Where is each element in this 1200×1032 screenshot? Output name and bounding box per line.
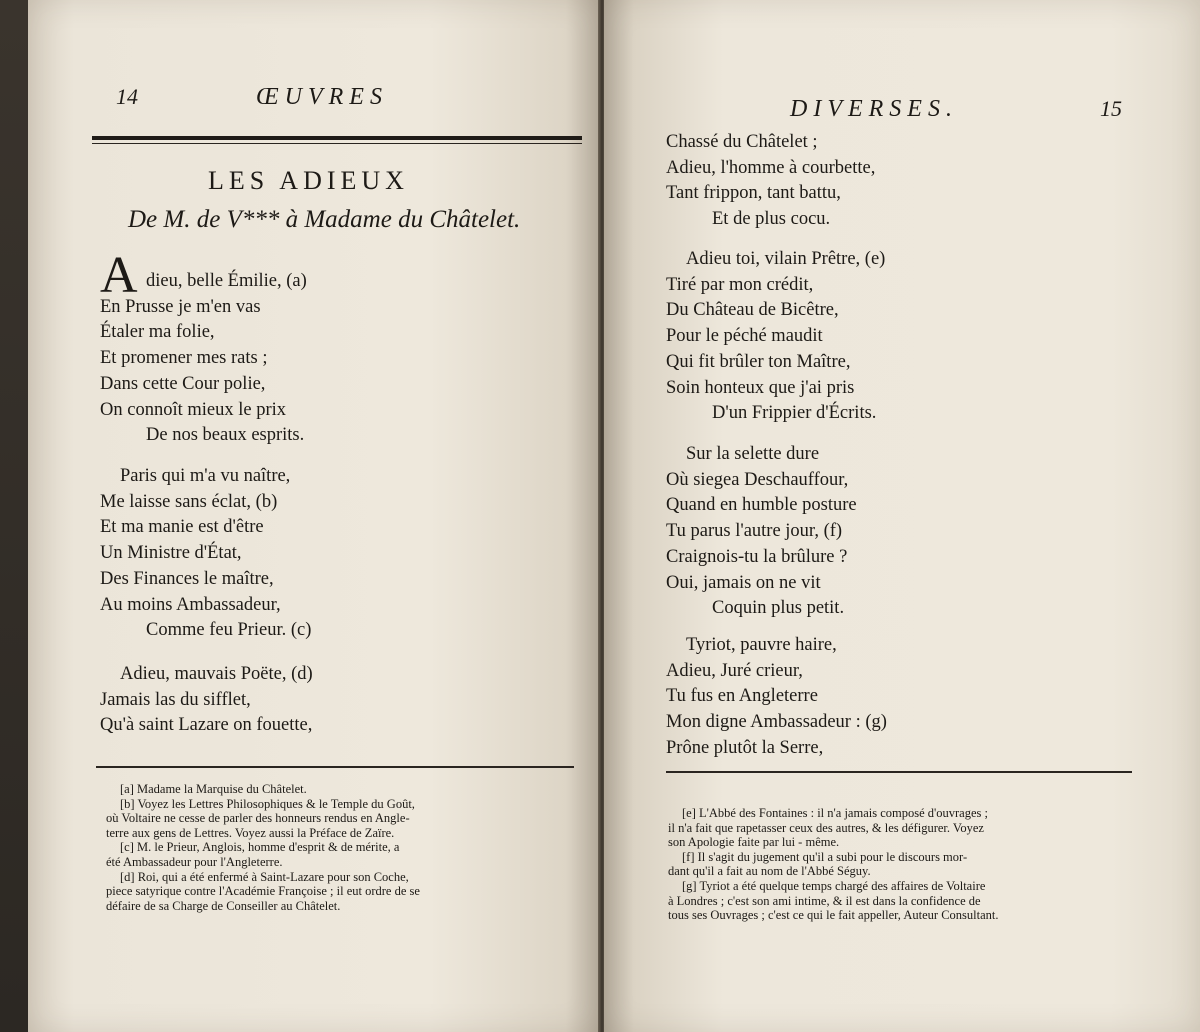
verse-line: Jamais las du sifflet, xyxy=(100,689,251,710)
stanza-7 xyxy=(666,633,887,762)
verse-line: Adieu toi, vilain Prêtre, (e) xyxy=(686,249,886,269)
stanza-6 xyxy=(666,442,857,622)
verse-line: Tant frippon, tant battu, xyxy=(666,183,841,204)
verse-line: Adieu, l'homme à courbette, xyxy=(666,157,876,178)
verse-line: Au moins Ambassadeur, xyxy=(100,594,281,615)
head-rule-thin xyxy=(92,143,582,144)
verse-line: Comme feu Prieur. (c) xyxy=(146,620,312,641)
footnote-line: [d] Roi, qui a été enfermé à Saint-Lazare pour son Coche, xyxy=(120,869,409,884)
verse-line: Dans cette Cour polie, xyxy=(100,373,266,394)
verse-line: Et de plus cocu. xyxy=(712,209,831,230)
verse-line: Qu'à saint Lazare on fouette, xyxy=(100,715,313,736)
footnote-line: son Apologie faite par lui - même. xyxy=(668,835,840,850)
footnote-line: été Ambassadeur pour l'Angleterre. xyxy=(106,854,283,869)
footnote-line: terre aux gens de Lettres. Voyez aussi la Préface de Zaïre. xyxy=(106,825,395,840)
stanza-4 xyxy=(666,130,875,233)
footnote-line: [a] Madame la Marquise du Châtelet. xyxy=(120,782,307,796)
footnote-line: où Voltaire ne cesse de parler des honneurs rendus en Angle- xyxy=(106,811,410,826)
footnote-line: [f] Il s'agit du jugement qu'il a subi pour le discours mor- xyxy=(682,849,968,864)
footnote-line: [g] Tyriot a été quelque temps chargé des affaires de Voltaire xyxy=(682,878,986,893)
verse-line: Où siegea Deschauffour, xyxy=(666,469,849,490)
verse-line: En Prusse je m'en vas xyxy=(100,296,261,317)
right-page xyxy=(604,0,1200,1032)
verse-line: Adieu, Juré crieur, xyxy=(666,660,803,681)
verse-line: De nos beaux esprits. xyxy=(146,425,305,446)
left-page xyxy=(28,0,600,1032)
poem-title: LES ADIEUX xyxy=(208,166,409,195)
verse-line: Sur la selette dure xyxy=(686,444,820,464)
footnote-line: à Londres ; c'est son ami intime, & il est dans la confidence de xyxy=(668,893,981,908)
head-rule-thick xyxy=(92,136,582,140)
verse-line: Du Château de Bicêtre, xyxy=(666,300,839,321)
verse-line: D'un Frippier d'Écrits. xyxy=(712,403,877,424)
verse-line: Tu parus l'autre jour, (f) xyxy=(666,521,843,542)
verse-line: Coquin plus petit. xyxy=(712,598,845,619)
verse-line: Adieu, mauvais Poëte, (d) xyxy=(120,664,313,684)
verse-line: Prône plutôt la Serre, xyxy=(666,737,824,758)
footnote-rule xyxy=(96,766,574,768)
verse-line: Des Finances le maître, xyxy=(100,568,274,589)
verse-line: Craignois-tu la brûlure ? xyxy=(666,546,848,567)
verse-line: Quand en humble posture xyxy=(666,495,857,516)
verse-line: Tu fus en Angleterre xyxy=(666,686,818,707)
footnote-line: défaire de sa Charge de Conseiller au Châtelet. xyxy=(106,898,341,913)
verse-line: Mon digne Ambassadeur : (g) xyxy=(666,712,887,733)
verse-line: Tiré par mon crédit, xyxy=(666,274,814,295)
footnote-line: il n'a fait que rapetasser ceux des autres, & les défigurer. Voyez xyxy=(668,820,984,835)
right-footnotes xyxy=(668,806,999,923)
right-running-head: DIVERSES. xyxy=(790,96,958,122)
verse-line: Et ma manie est d'être xyxy=(100,517,264,538)
right-page-number: 15 xyxy=(1100,96,1122,121)
footnote-line: [b] Voyez les Lettres Philosophiques & le Temple du Goût, xyxy=(120,796,415,811)
verse-line: Étaler ma folie, xyxy=(100,322,215,343)
verse-line: On connoît mieux le prix xyxy=(100,399,286,420)
verse-line: Soin honteux que j'ai pris xyxy=(666,377,855,398)
poem-subtitle: De M. de V*** à Madame du Châtelet. xyxy=(128,206,521,233)
footnote-line: [e] L'Abbé des Fontaines : il n'a jamais composé d'ouvrages ; xyxy=(682,806,988,820)
stanza-2 xyxy=(100,464,311,644)
left-running-head: ŒUVRES xyxy=(256,84,388,110)
left-footnotes xyxy=(106,782,420,913)
stanza-3 xyxy=(100,662,313,739)
verse-line: Me laisse sans éclat, (b) xyxy=(100,491,278,512)
footnote-rule xyxy=(666,771,1132,773)
footnote-line: [c] M. le Prieur, Anglois, homme d'esprit & de mérite, a xyxy=(120,840,400,855)
footnote-line: dant qu'il a fait au nom de l'Abbé Séguy. xyxy=(668,864,871,879)
verse-line: Et promener mes rats ; xyxy=(100,348,268,369)
left-page-number: 14 xyxy=(116,84,138,109)
stanza-1 xyxy=(100,269,307,449)
drop-cap: A xyxy=(100,247,138,304)
verse-line: Chassé du Châtelet ; xyxy=(666,132,818,152)
verse-line: dieu, belle Émilie, (a) xyxy=(146,271,307,291)
verse-line: Pour le péché maudit xyxy=(666,326,823,347)
footnote-line: tous ses Ouvrages ; c'est ce qui le fait appeller, Auteur Consultant. xyxy=(668,908,999,923)
verse-line: Paris qui m'a vu naître, xyxy=(120,466,291,486)
stanza-5 xyxy=(666,247,885,427)
verse-line: Qui fit brûler ton Maître, xyxy=(666,351,851,372)
footnote-line: piece satyrique contre l'Académie Françoise ; il eut ordre de se xyxy=(106,884,420,899)
verse-line: Un Ministre d'État, xyxy=(100,543,242,564)
verse-line: Oui, jamais on ne vit xyxy=(666,572,821,593)
verse-line: Tyriot, pauvre haire, xyxy=(686,635,837,655)
